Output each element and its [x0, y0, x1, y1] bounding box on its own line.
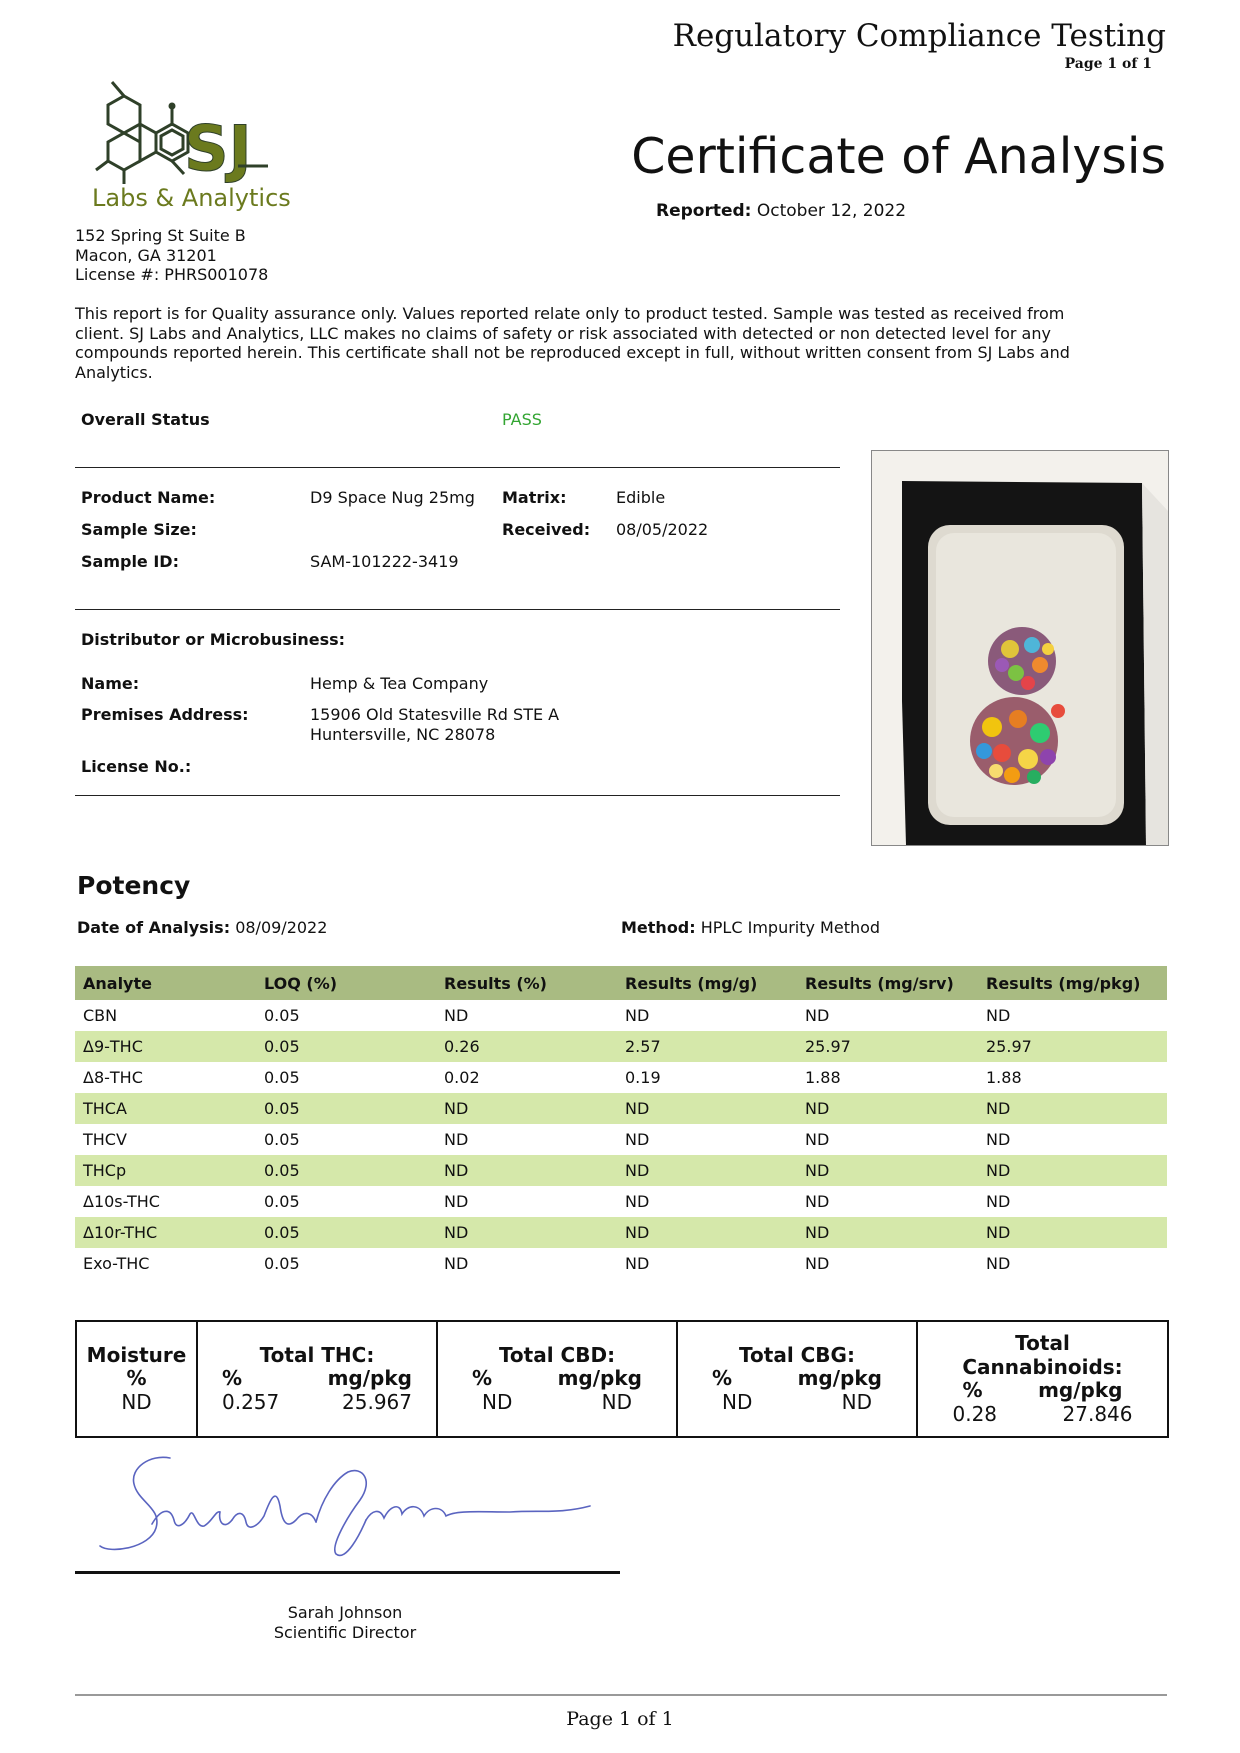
lab-address-line2: Macon, GA 31201	[75, 245, 217, 265]
total-cannabinoids-pct-label: %	[962, 1378, 983, 1402]
column-header: Results (mg/pkg)	[978, 966, 1167, 1000]
table-cell: ND	[986, 1254, 1011, 1273]
table-cell: ND	[617, 1155, 797, 1186]
table-cell: ND	[805, 1006, 830, 1025]
header-page-number: Page 1 of 1	[1064, 56, 1152, 72]
total-cbd-pct-label: %	[472, 1366, 493, 1391]
matrix-label: Matrix:	[502, 488, 567, 507]
premises-address-line2: Huntersville, NC 28078	[310, 724, 496, 744]
logo-text: Labs & Analytics	[92, 184, 291, 212]
table-row	[75, 1217, 1167, 1248]
table-cell: ND	[986, 1130, 1011, 1149]
sample-id-label: Sample ID:	[81, 552, 179, 571]
table-cell: 1.88	[805, 1068, 841, 1087]
footer-divider	[75, 1694, 1167, 1696]
table-cell: 0.05	[264, 1130, 300, 1149]
table-cell: 1.88	[986, 1068, 1022, 1087]
table-cell: ND	[797, 1217, 978, 1248]
table-cell: THCp	[75, 1155, 256, 1186]
table-cell: 25.97	[978, 1031, 1167, 1062]
table-cell: 25.97	[797, 1031, 978, 1062]
distributor-name-value: Hemp & Tea Company	[310, 674, 489, 693]
total-cbg-pct: ND	[722, 1389, 753, 1414]
disclaimer-text: This report is for Quality assurance only. Values reported relate only to product tested. Sample was tested as received from client. SJ Labs and Analytics, LLC makes no claims of safety or risk associated with detected or non detected level for any compounds reported herein. This certificate shall not be reproduced except in full, without written consent from SJ Labs and Analytics.	[75, 304, 1070, 382]
total-cbd-title: Total CBD:	[498, 1342, 616, 1367]
table-cell: ND	[986, 1006, 1011, 1025]
table-cell: 0.05	[256, 1217, 436, 1248]
total-cbg-pct-label: %	[712, 1366, 733, 1391]
table-cell: 0.19	[625, 1068, 661, 1087]
date-of-analysis	[77, 918, 327, 937]
table-cell: THCA	[75, 1093, 256, 1124]
date-of-analysis-label: Date of Analysis:	[77, 918, 231, 937]
table-cell: Δ9-THC	[75, 1031, 256, 1062]
potency-table	[75, 966, 1167, 1279]
total-cbg	[678, 1322, 918, 1436]
total-cannabinoids-mg-label: mg/pkg	[1038, 1378, 1123, 1402]
table-cell: ND	[625, 1192, 650, 1211]
total-cbd-pct: ND	[482, 1389, 513, 1414]
table-row	[75, 1124, 1167, 1155]
divider	[75, 795, 840, 796]
footer-page-number: Page 1 of 1	[566, 1708, 674, 1730]
distributor-heading: Distributor or Microbusiness:	[81, 630, 346, 649]
moisture-value: ND	[121, 1389, 152, 1414]
method	[621, 918, 880, 937]
table-cell: ND	[797, 1155, 978, 1186]
table-cell: ND	[797, 1093, 978, 1124]
moisture-unit: %	[126, 1366, 147, 1391]
table-cell: ND	[978, 1217, 1167, 1248]
table-cell: 0.05	[256, 1155, 436, 1186]
signature-image	[90, 1450, 610, 1565]
table-cell: ND	[625, 1254, 650, 1273]
table-row	[75, 1062, 1167, 1093]
potency-title: Potency	[77, 871, 191, 900]
table-cell: 2.57	[617, 1031, 797, 1062]
table-cell: THCV	[83, 1130, 127, 1149]
total-cbg-mg-label: mg/pkg	[797, 1366, 882, 1391]
signatory-title: Scientific Director	[273, 1622, 417, 1642]
table-cell: Δ8-THC	[83, 1068, 143, 1087]
reported-date	[656, 201, 906, 221]
total-thc	[198, 1322, 438, 1436]
table-row	[75, 1000, 1167, 1031]
table-cell: ND	[444, 1192, 469, 1211]
totals-summary	[75, 1320, 1169, 1438]
column-header: Analyte	[75, 966, 256, 1000]
total-thc-mg-label: mg/pkg	[327, 1366, 412, 1391]
table-cell: 0.05	[264, 1254, 300, 1273]
table-cell: 0.05	[264, 1068, 300, 1087]
reported-value: October 12, 2022	[756, 201, 907, 221]
table-cell: ND	[444, 1006, 469, 1025]
table-cell: ND	[436, 1217, 617, 1248]
table-cell: ND	[978, 1155, 1167, 1186]
table-cell: 0.05	[256, 1031, 436, 1062]
total-thc-pct-label: %	[222, 1366, 243, 1391]
table-cell: ND	[444, 1254, 469, 1273]
table-cell: 0.05	[264, 1006, 300, 1025]
total-cannabinoids	[918, 1322, 1167, 1436]
overall-status-label: Overall Status	[81, 410, 210, 429]
table-cell: Exo-THC	[83, 1254, 150, 1273]
table-cell: ND	[436, 1155, 617, 1186]
product-name-value: D9 Space Nug 25mg	[310, 488, 475, 507]
table-row	[75, 1155, 1167, 1186]
divider	[75, 467, 840, 468]
total-cbd	[438, 1322, 678, 1436]
reported-label: Reported:	[656, 201, 752, 221]
total-cannabinoids-mg: 27.846	[1062, 1401, 1133, 1426]
received-label: Received:	[502, 520, 591, 539]
premises-address-line1: 15906 Old Statesville Rd STE A	[310, 705, 560, 724]
lab-logo	[88, 78, 303, 214]
table-cell: 0.26	[436, 1031, 617, 1062]
signature-line	[75, 1571, 620, 1574]
premises-address-value	[310, 705, 559, 744]
report-type-title: Regulatory Compliance Testing	[672, 18, 1166, 54]
moisture-title: Moisture	[86, 1342, 187, 1367]
table-cell: 0.05	[256, 1093, 436, 1124]
signatory	[210, 1603, 480, 1642]
total-cbd-mg: ND	[601, 1389, 632, 1414]
table-cell: ND	[617, 1093, 797, 1124]
received-value: 08/05/2022	[616, 520, 709, 539]
total-cannabinoids-pct: 0.28	[952, 1401, 998, 1426]
table-row	[75, 1186, 1167, 1217]
total-thc-title: Total THC:	[259, 1342, 375, 1367]
premises-address-label: Premises Address:	[81, 705, 249, 724]
total-thc-mg: 25.967	[342, 1389, 412, 1414]
product-bag-image	[872, 451, 1168, 845]
table-cell: ND	[617, 1217, 797, 1248]
sample-id-value: SAM-101222-3419	[310, 552, 459, 571]
table-cell: 0.05	[264, 1192, 300, 1211]
total-cbd-mg-label: mg/pkg	[557, 1366, 642, 1391]
table-cell: Δ10s-THC	[83, 1192, 160, 1211]
method-label: Method:	[621, 918, 696, 937]
total-cannabinoids-title1: Total	[1015, 1331, 1070, 1355]
lab-address-line1: 152 Spring St Suite B	[75, 226, 246, 245]
license-no-label: License No.:	[81, 757, 192, 776]
total-cbg-title: Total CBG:	[739, 1342, 855, 1367]
table-cell: ND	[986, 1192, 1011, 1211]
potency-table-header	[75, 966, 1167, 1000]
document-title: Certificate of Analysis	[631, 128, 1166, 185]
lab-license: License #: PHRS001078	[75, 265, 269, 284]
distributor-name-label: Name:	[81, 674, 140, 693]
product-name-label: Product Name:	[81, 488, 216, 507]
date-of-analysis-value: 08/09/2022	[235, 918, 328, 937]
total-thc-pct: 0.257	[222, 1389, 280, 1414]
table-row	[75, 1093, 1167, 1124]
table-cell: ND	[978, 1093, 1167, 1124]
sample-size-label: Sample Size:	[81, 520, 197, 539]
column-header: Results (mg/srv)	[797, 966, 978, 1000]
signatory-name: Sarah Johnson	[287, 1603, 403, 1622]
product-photo	[871, 450, 1169, 846]
matrix-value: Edible	[616, 488, 666, 507]
table-cell: ND	[805, 1254, 830, 1273]
column-header: LOQ (%)	[256, 966, 436, 1000]
lab-address	[75, 226, 268, 285]
total-moisture	[77, 1322, 198, 1436]
table-cell: ND	[805, 1130, 830, 1149]
total-cannabinoids-title2: Cannabinoids:	[962, 1354, 1123, 1379]
table-cell: CBN	[83, 1006, 118, 1025]
table-cell: ND	[625, 1006, 650, 1025]
column-header: Results (mg/g)	[617, 966, 797, 1000]
table-row	[75, 1031, 1167, 1062]
total-cbg-mg: ND	[841, 1389, 872, 1414]
column-header: Results (%)	[436, 966, 617, 1000]
table-cell: 0.02	[444, 1068, 480, 1087]
divider	[75, 609, 840, 610]
table-cell: ND	[436, 1093, 617, 1124]
table-row	[75, 1248, 1167, 1279]
table-cell: Δ10r-THC	[75, 1217, 256, 1248]
overall-status-value: PASS	[502, 410, 542, 429]
table-cell: ND	[805, 1192, 830, 1211]
table-cell: ND	[444, 1130, 469, 1149]
method-value: HPLC Impurity Method	[700, 918, 881, 937]
logo-letters: SJ	[184, 112, 252, 185]
table-cell: ND	[625, 1130, 650, 1149]
